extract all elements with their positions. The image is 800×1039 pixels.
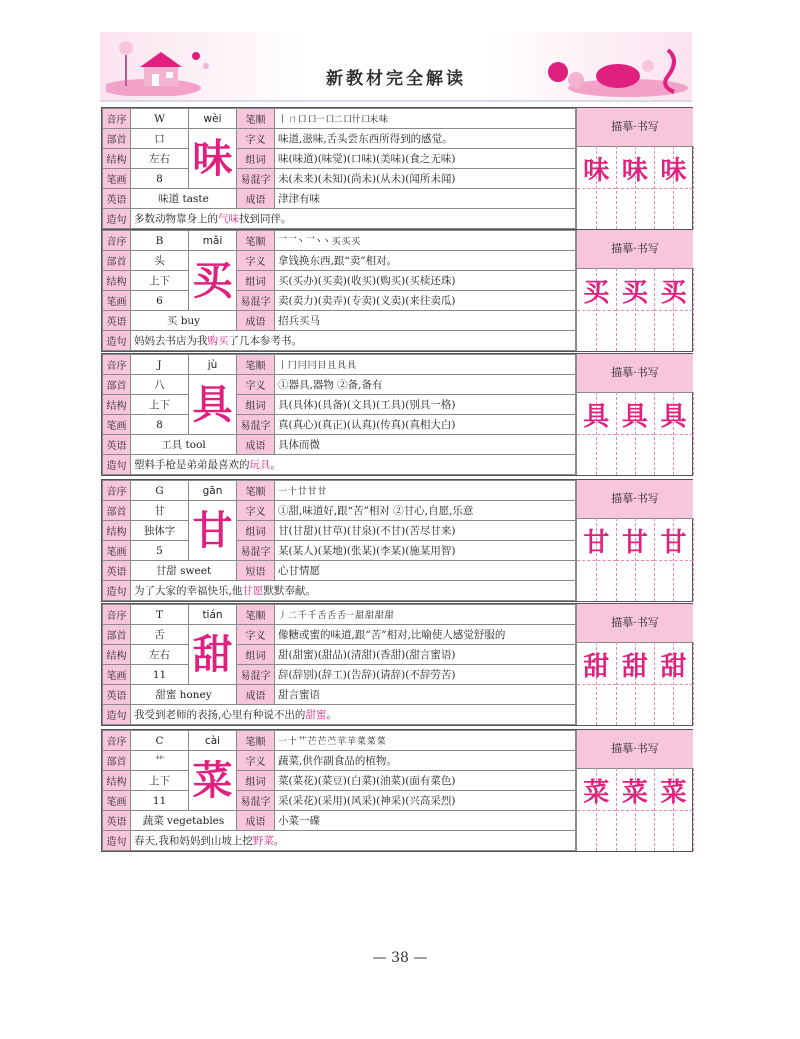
pinyin: jù	[189, 355, 237, 375]
meaning-label: 字义	[237, 129, 275, 149]
strokes-label: 笔画	[103, 415, 131, 435]
practice-character: 菜	[621, 778, 648, 808]
strokes-label: 笔画	[103, 291, 131, 311]
stroke-order: 一 十 艹 芒 芒 苎 苹 苹 菜 菜 菜	[275, 731, 576, 751]
words-label: 组词	[237, 645, 275, 665]
english-label: 英语	[103, 435, 131, 455]
practice-cell	[616, 268, 656, 351]
pinyin: cài	[189, 731, 237, 751]
sentence-highlight: 野菜	[252, 835, 274, 847]
english: 工具 tool	[131, 435, 237, 455]
practice-character: 菜	[660, 778, 687, 808]
idiom: 心甘情愿	[275, 561, 576, 581]
practice-character: 具	[621, 402, 648, 432]
practice-character: 买	[621, 278, 648, 308]
meaning-label: 字义	[237, 375, 275, 395]
strokes-label: 笔画	[103, 665, 131, 685]
main-character: 甘	[189, 501, 237, 561]
radical: 甘	[131, 501, 189, 521]
character-info-table	[102, 354, 576, 475]
idiom-label: 成语	[237, 685, 275, 705]
sentence	[131, 581, 576, 601]
practice-character: 甘	[660, 528, 687, 558]
radical-label: 部首	[103, 375, 131, 395]
page-banner	[100, 32, 692, 102]
confusable-label: 易混字	[237, 665, 275, 685]
stroke-order-label: 笔顺	[237, 231, 275, 251]
order-letter: B	[131, 231, 189, 251]
order-letter: G	[131, 481, 189, 501]
practice-character: 味	[660, 156, 687, 186]
confusable: 某(某人)(某地)(张某)(李某)(施某用智)	[275, 541, 576, 561]
confusable: 辞(辞别)(辞工)(告辞)(请辞)(不辞劳苦)	[275, 665, 576, 685]
english: 甜蜜 honey	[131, 685, 237, 705]
sentence-label: 造句	[103, 455, 131, 475]
character-info-table	[102, 230, 576, 351]
practice-grid	[577, 518, 693, 601]
idiom: 具体而微	[275, 435, 576, 455]
stroke-order: 乛 乛丶 乛丶丶 买 买 买	[275, 231, 576, 251]
english: 买 buy	[131, 311, 237, 331]
strokes: 6	[131, 291, 189, 311]
english-label: 英语	[103, 189, 131, 209]
practice-cell	[654, 268, 694, 351]
words: 味(味道)(味觉)(口味)(美味)(食之无味)	[275, 149, 576, 169]
sentence-highlight: 甘愿	[242, 585, 264, 597]
stroke-order-label: 笔顺	[237, 355, 275, 375]
sentence	[131, 455, 576, 475]
structure: 上下	[131, 771, 189, 791]
radical-label: 部首	[103, 251, 131, 271]
words-label: 组词	[237, 395, 275, 415]
character-card	[101, 229, 693, 352]
character-card	[101, 107, 693, 230]
practice-character: 甜	[621, 652, 648, 682]
english: 味道 taste	[131, 189, 237, 209]
sentence-highlight: 气味	[218, 213, 239, 225]
practice-cell	[577, 518, 617, 601]
meaning: 味道,滋味,舌头尝东西所得到的感觉。	[275, 129, 576, 149]
order-letter: W	[131, 109, 189, 129]
english-label: 英语	[103, 561, 131, 581]
order-label: 音序	[103, 109, 131, 129]
structure-label: 结构	[103, 771, 131, 791]
radical: 舌	[131, 625, 189, 645]
order-label: 音序	[103, 481, 131, 501]
practice-label: 描摹·书写	[577, 108, 693, 147]
pinyin: tián	[189, 605, 237, 625]
practice-character: 买	[583, 278, 610, 308]
stroke-order-label: 笔顺	[237, 731, 275, 751]
meaning-label: 字义	[237, 751, 275, 771]
main-character: 味	[189, 129, 237, 189]
english-label: 英语	[103, 685, 131, 705]
sentence-highlight: 玩具	[249, 459, 271, 471]
sentence-label: 造句	[103, 705, 131, 725]
idiom: 小菜一碟	[275, 811, 576, 831]
radical-label: 部首	[103, 751, 131, 771]
confusable: 卖(卖力)(卖弄)(专卖)(义卖)(来往卖瓜)	[275, 291, 576, 311]
practice-cell	[654, 642, 694, 725]
confusable: 未(未来)(未知)(尚未)(从未)(闻所未闻)	[275, 169, 576, 189]
stroke-order: 丨 冂 冃 冃 目 且 具 具	[275, 355, 576, 375]
strokes: 8	[131, 169, 189, 189]
character-info-table	[102, 730, 576, 851]
practice-label: 描摹·书写	[577, 480, 693, 519]
flower-decoration	[518, 40, 688, 98]
idiom-label: 成语	[237, 189, 275, 209]
practice-label: 描摹·书写	[577, 604, 693, 643]
practice-grid	[577, 768, 693, 851]
practice-character: 味	[583, 156, 610, 186]
practice-cell	[654, 768, 694, 851]
practice-grid	[577, 268, 693, 351]
main-character: 买	[189, 251, 237, 311]
confusable-label: 易混字	[237, 791, 275, 811]
stroke-order-label: 笔顺	[237, 481, 275, 501]
structure-label: 结构	[103, 645, 131, 665]
sentence	[131, 209, 576, 229]
practice-cell	[616, 146, 656, 229]
sentence-label: 造句	[103, 331, 131, 351]
english-label: 英语	[103, 311, 131, 331]
words: 买(买办)(买卖)(收买)(购买)(买椟还珠)	[275, 271, 576, 291]
strokes: 11	[131, 791, 189, 811]
sentence-start: 为了大家的幸福快乐,他	[134, 585, 243, 597]
stroke-order: 丿 二 千 千 舌 舌 舌一 甜 甜 甜 甜	[275, 605, 576, 625]
idiom-label: 短语	[237, 561, 275, 581]
stroke-order-label: 笔顺	[237, 605, 275, 625]
sentence-highlight: 购买	[207, 335, 229, 347]
confusable: 真(真心)(真正)(认真)(传真)(真相大白)	[275, 415, 576, 435]
practice-character: 甜	[583, 652, 610, 682]
order-label: 音序	[103, 355, 131, 375]
strokes-label: 笔画	[103, 541, 131, 561]
radical-label: 部首	[103, 625, 131, 645]
strokes: 5	[131, 541, 189, 561]
practice-panel	[576, 730, 693, 851]
stroke-order: 丨 ㄇ 口 口一 口二 口卄 口未 味	[275, 109, 576, 129]
structure-label: 结构	[103, 149, 131, 169]
sentence-start: 塑料手枪是弟弟最喜欢的	[134, 459, 250, 471]
practice-character: 甘	[621, 528, 648, 558]
main-character: 菜	[189, 751, 237, 811]
idiom: 津津有味	[275, 189, 576, 209]
order-label: 音序	[103, 231, 131, 251]
structure: 左右	[131, 645, 189, 665]
main-character: 甜	[189, 625, 237, 685]
practice-grid	[577, 642, 693, 725]
radical: 艹	[131, 751, 189, 771]
pinyin: mǎi	[189, 231, 237, 251]
practice-cell	[654, 518, 694, 601]
meaning: 拿钱换东西,跟“卖”相对。	[275, 251, 576, 271]
strokes-label: 笔画	[103, 791, 131, 811]
sentence	[131, 705, 576, 725]
words: 具(具体)(具备)(文具)(工具)(别具一格)	[275, 395, 576, 415]
practice-character: 菜	[583, 778, 610, 808]
practice-cell	[654, 146, 694, 229]
character-card	[101, 603, 693, 726]
stroke-order-label: 笔顺	[237, 109, 275, 129]
meaning-label: 字义	[237, 625, 275, 645]
strokes-label: 笔画	[103, 169, 131, 189]
sentence-start: 春天,我和妈妈到山坡上挖	[134, 835, 253, 847]
radical: 口	[131, 129, 189, 149]
order-letter: C	[131, 731, 189, 751]
confusable-label: 易混字	[237, 415, 275, 435]
idiom: 甜言蜜语	[275, 685, 576, 705]
practice-panel	[576, 480, 693, 601]
practice-character: 买	[660, 278, 687, 308]
order-label: 音序	[103, 731, 131, 751]
character-info-table	[102, 480, 576, 601]
sentence-end: 找到同伴。	[239, 213, 292, 225]
practice-grid	[577, 392, 693, 475]
sentence-highlight: 甜蜜	[305, 709, 327, 721]
idiom-label: 成语	[237, 311, 275, 331]
words-label: 组词	[237, 521, 275, 541]
english: 甘甜 sweet	[131, 561, 237, 581]
pinyin: gān	[189, 481, 237, 501]
structure: 左右	[131, 149, 189, 169]
practice-label: 描摹·书写	[577, 230, 693, 269]
sentence-end: 。	[326, 709, 337, 721]
structure: 上下	[131, 395, 189, 415]
order-label: 音序	[103, 605, 131, 625]
practice-cell	[577, 768, 617, 851]
meaning: 蔬菜,供作副食品的植物。	[275, 751, 576, 771]
meaning: 像糖或蜜的味道,跟“苦”相对,比喻使人感觉舒服的	[275, 625, 576, 645]
meaning-label: 字义	[237, 501, 275, 521]
character-card	[101, 729, 693, 852]
confusable: 采(采花)(采用)(风采)(神采)(兴高采烈)	[275, 791, 576, 811]
english: 蔬菜 vegetables	[131, 811, 237, 831]
structure-label: 结构	[103, 395, 131, 415]
practice-label: 描摹·书写	[577, 730, 693, 769]
words-label: 组词	[237, 149, 275, 169]
practice-cell	[577, 642, 617, 725]
english-label: 英语	[103, 811, 131, 831]
practice-cell	[616, 392, 656, 475]
page-number: — 38 —	[372, 950, 428, 966]
character-card	[101, 479, 693, 602]
words-label: 组词	[237, 271, 275, 291]
practice-character: 味	[621, 156, 648, 186]
words: 甘(甘甜)(甘草)(甘泉)(不甘)(苦尽甘来)	[275, 521, 576, 541]
practice-cell	[577, 392, 617, 475]
page-title: 新教材完全解读	[326, 69, 466, 89]
practice-label: 描摹·书写	[577, 354, 693, 393]
practice-cell	[616, 518, 656, 601]
words-label: 组词	[237, 771, 275, 791]
sentence-end: 默默奉献。	[263, 585, 316, 597]
words: 菜(菜花)(菜豆)(白菜)(油菜)(面有菜色)	[275, 771, 576, 791]
meaning: ①甜,味道好,跟“苦”相对 ②甘心,自愿,乐意	[275, 501, 576, 521]
character-info-table	[102, 604, 576, 725]
stroke-order: 一 十 廿 甘 甘	[275, 481, 576, 501]
radical: 八	[131, 375, 189, 395]
practice-character: 甜	[660, 652, 687, 682]
structure-label: 结构	[103, 271, 131, 291]
sentence-end: 了几本参考书。	[228, 335, 302, 347]
practice-panel	[576, 108, 693, 229]
practice-character: 甘	[583, 528, 610, 558]
confusable-label: 易混字	[237, 169, 275, 189]
idiom-label: 成语	[237, 811, 275, 831]
sentence	[131, 331, 576, 351]
sentence-start: 多数动物靠身上的	[134, 213, 218, 225]
sentence-label: 造句	[103, 581, 131, 601]
meaning: ①器具,器物 ②备,备有	[275, 375, 576, 395]
practice-panel	[576, 604, 693, 725]
radical: 头	[131, 251, 189, 271]
practice-character: 具	[583, 402, 610, 432]
pinyin: wèi	[189, 109, 237, 129]
practice-panel	[576, 230, 693, 351]
confusable-label: 易混字	[237, 291, 275, 311]
sentence-end: 。	[270, 459, 281, 471]
order-letter: J	[131, 355, 189, 375]
practice-panel	[576, 354, 693, 475]
order-letter: T	[131, 605, 189, 625]
sentence-label: 造句	[103, 831, 131, 851]
sentence	[131, 831, 576, 851]
practice-grid	[577, 146, 693, 229]
practice-cell	[616, 642, 656, 725]
practice-cell	[577, 146, 617, 229]
character-info-table	[102, 108, 576, 229]
radical-label: 部首	[103, 129, 131, 149]
sentence-label: 造句	[103, 209, 131, 229]
confusable-label: 易混字	[237, 541, 275, 561]
practice-character: 具	[660, 402, 687, 432]
idiom-label: 成语	[237, 435, 275, 455]
idiom: 招兵买马	[275, 311, 576, 331]
strokes: 11	[131, 665, 189, 685]
character-card	[101, 353, 693, 476]
meaning-label: 字义	[237, 251, 275, 271]
sentence-start: 妈妈去书店为我	[134, 335, 208, 347]
practice-cell	[654, 392, 694, 475]
structure: 独体字	[131, 521, 189, 541]
structure-label: 结构	[103, 521, 131, 541]
radical-label: 部首	[103, 501, 131, 521]
sentence-end: 。	[273, 835, 285, 847]
main-character: 具	[189, 375, 237, 435]
sentence-start: 我受到老师的表扬,心里有种说不出的	[134, 709, 306, 721]
structure: 上下	[131, 271, 189, 291]
practice-cell	[616, 768, 656, 851]
words: 甜(甜蜜)(甜品)(清甜)(香甜)(甜言蜜语)	[275, 645, 576, 665]
practice-cell	[577, 268, 617, 351]
strokes: 8	[131, 415, 189, 435]
